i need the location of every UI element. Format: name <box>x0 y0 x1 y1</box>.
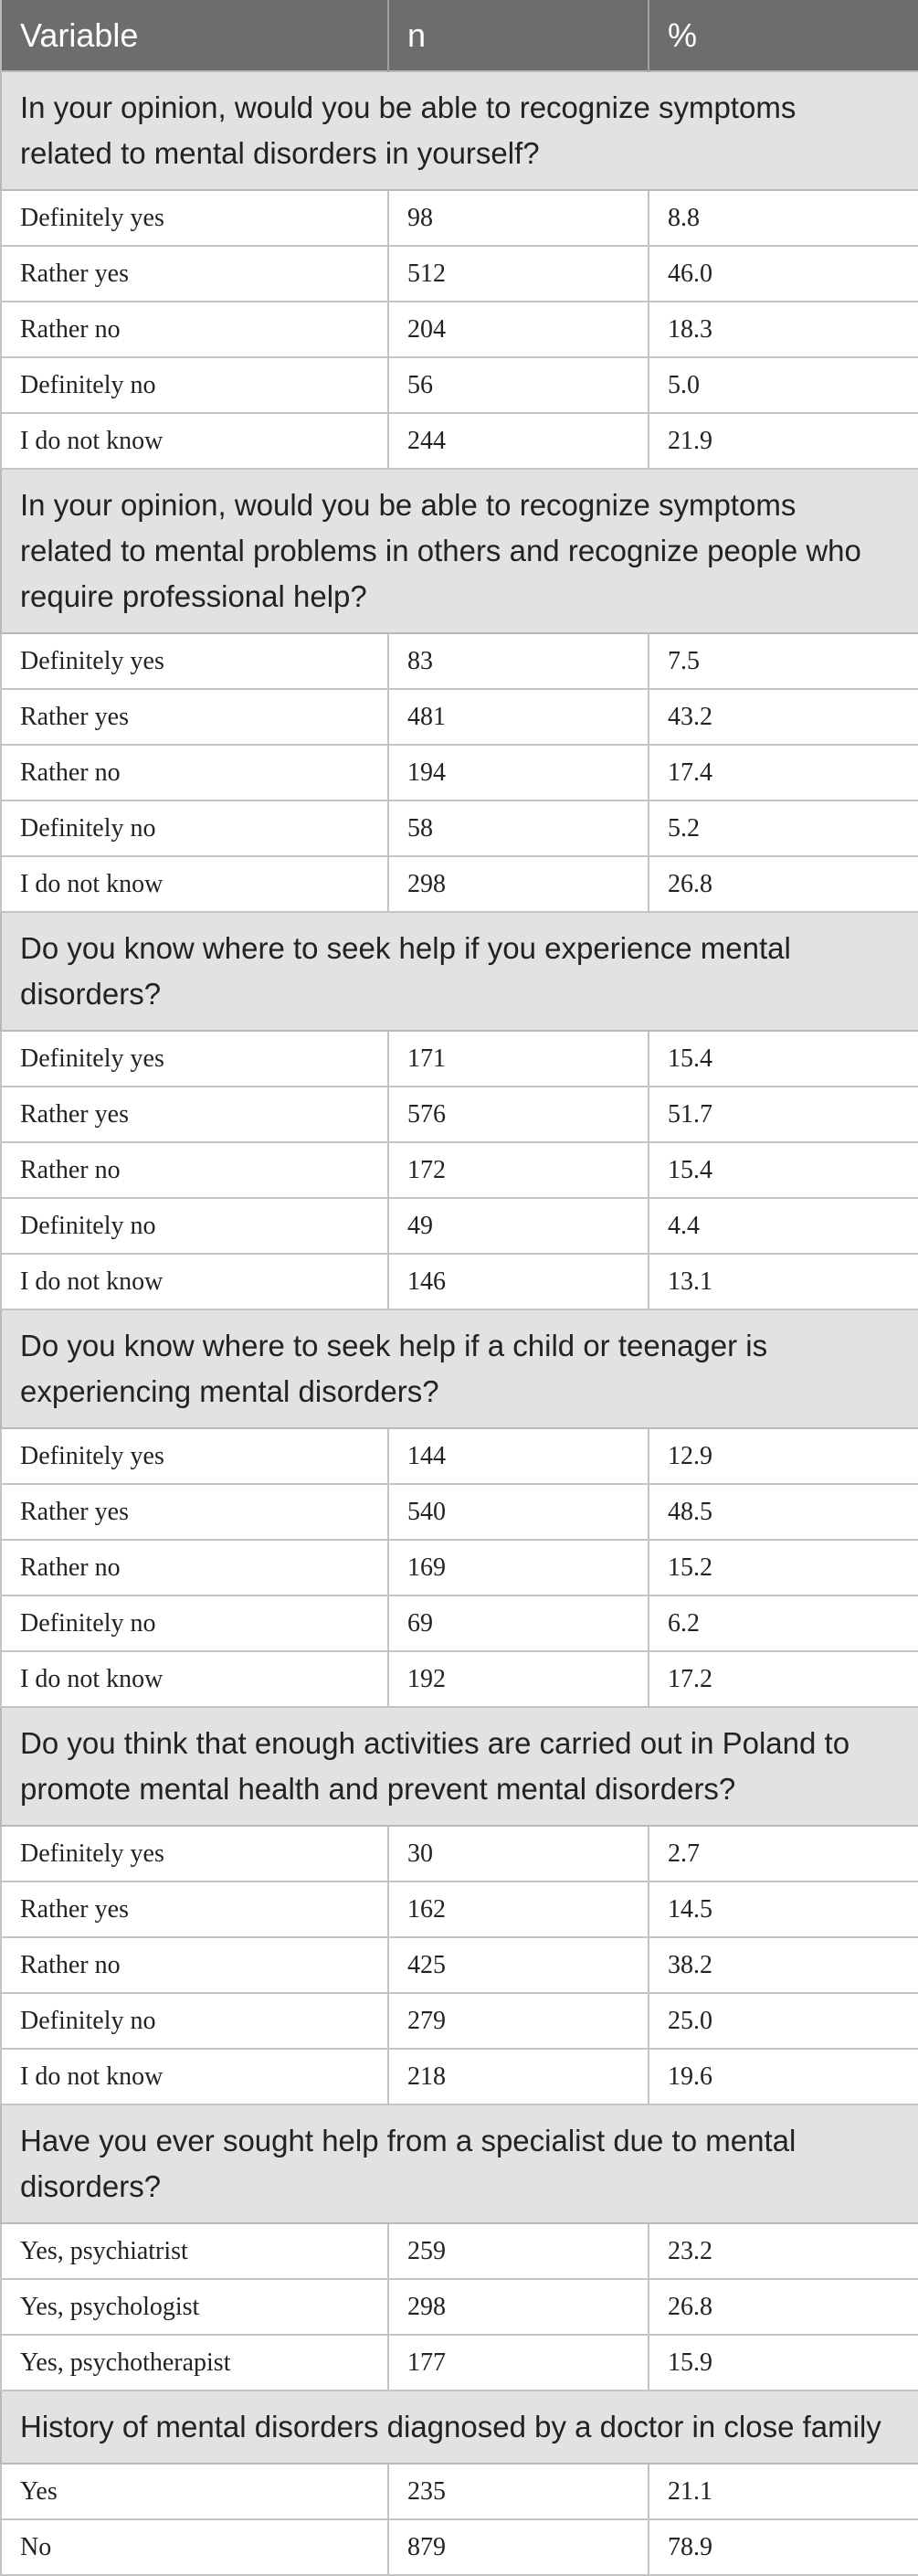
row-count: 49 <box>388 1198 649 1254</box>
table-row <box>1 2519 918 2575</box>
row-percent: 6.2 <box>649 1595 918 1651</box>
row-count: 144 <box>388 1428 649 1484</box>
row-label: I do not know <box>1 2049 388 2104</box>
section-title: Do you think that enough activities are carried out in Poland to promote mental health and prevent mental disorders? <box>1 1707 918 1826</box>
row-percent: 4.4 <box>649 1198 918 1254</box>
section-title: History of mental disorders diagnosed by a doctor in close family <box>1 2390 918 2464</box>
row-label: Definitely yes <box>1 1826 388 1882</box>
row-percent: 19.6 <box>649 2049 918 2104</box>
section-header-row <box>1 912 918 1031</box>
row-count: 576 <box>388 1087 649 1142</box>
table-row <box>1 2049 918 2104</box>
row-label: Yes, psychotherapist <box>1 2335 388 2390</box>
table-row <box>1 246 918 302</box>
row-label: Yes, psychiatrist <box>1 2223 388 2279</box>
row-label: Rather yes <box>1 689 388 745</box>
row-label: Definitely no <box>1 1595 388 1651</box>
row-percent: 13.1 <box>649 1254 918 1309</box>
row-percent: 25.0 <box>649 1993 918 2049</box>
row-label: Definitely no <box>1 1993 388 2049</box>
row-percent: 7.5 <box>649 633 918 689</box>
row-label: Definitely no <box>1 1198 388 1254</box>
section-header-row <box>1 2390 918 2464</box>
section-title: In your opinion, would you be able to recognize symptoms related to mental disorders in yourself? <box>1 71 918 190</box>
row-count: 425 <box>388 1937 649 1993</box>
section-title: Do you know where to seek help if a child or teenager is experiencing mental disorders? <box>1 1309 918 1428</box>
row-count: 298 <box>388 856 649 912</box>
table-row <box>1 1254 918 1309</box>
row-label: Rather yes <box>1 246 388 302</box>
row-label: Yes <box>1 2464 388 2519</box>
table-row <box>1 745 918 800</box>
row-count: 194 <box>388 745 649 800</box>
row-label: Rather no <box>1 1937 388 1993</box>
header-percent: % <box>649 0 918 71</box>
table-row <box>1 1428 918 1484</box>
row-label: No <box>1 2519 388 2575</box>
row-percent: 5.2 <box>649 800 918 856</box>
table-row <box>1 1087 918 1142</box>
row-percent: 43.2 <box>649 689 918 745</box>
table-row <box>1 1540 918 1595</box>
row-percent: 14.5 <box>649 1882 918 1937</box>
row-percent: 51.7 <box>649 1087 918 1142</box>
row-percent: 15.9 <box>649 2335 918 2390</box>
row-count: 218 <box>388 2049 649 2104</box>
row-percent: 15.4 <box>649 1142 918 1198</box>
row-label: Definitely yes <box>1 633 388 689</box>
row-label: Definitely yes <box>1 1031 388 1087</box>
header-row <box>1 0 918 71</box>
table-row <box>1 1595 918 1651</box>
row-label: Rather no <box>1 1142 388 1198</box>
table-row <box>1 1937 918 1993</box>
row-count: 235 <box>388 2464 649 2519</box>
row-count: 58 <box>388 800 649 856</box>
row-label: Definitely no <box>1 800 388 856</box>
row-percent: 78.9 <box>649 2519 918 2575</box>
table-row <box>1 2335 918 2390</box>
row-label: Rather yes <box>1 1484 388 1540</box>
row-label: I do not know <box>1 1651 388 1707</box>
table-row <box>1 856 918 912</box>
row-count: 171 <box>388 1031 649 1087</box>
table-header <box>1 0 918 71</box>
row-label: Rather no <box>1 302 388 357</box>
row-percent: 21.1 <box>649 2464 918 2519</box>
table-row <box>1 633 918 689</box>
row-percent: 18.3 <box>649 302 918 357</box>
row-count: 56 <box>388 357 649 413</box>
row-label: Rather yes <box>1 1087 388 1142</box>
row-count: 481 <box>388 689 649 745</box>
row-label: Rather no <box>1 745 388 800</box>
row-count: 192 <box>388 1651 649 1707</box>
section-header-row <box>1 71 918 190</box>
table-row <box>1 2223 918 2279</box>
row-count: 512 <box>388 246 649 302</box>
table-row <box>1 413 918 469</box>
table-body <box>1 71 918 2575</box>
row-count: 30 <box>388 1826 649 1882</box>
table-row <box>1 1826 918 1882</box>
section-header-row <box>1 469 918 633</box>
row-count: 279 <box>388 1993 649 2049</box>
row-label: Yes, psychologist <box>1 2279 388 2335</box>
table-row <box>1 190 918 246</box>
row-count: 879 <box>388 2519 649 2575</box>
row-label: I do not know <box>1 413 388 469</box>
section-title: Do you know where to seek help if you experience mental disorders? <box>1 912 918 1031</box>
row-percent: 17.4 <box>649 745 918 800</box>
table-row <box>1 302 918 357</box>
row-count: 204 <box>388 302 649 357</box>
header-n: n <box>388 0 649 71</box>
table-row <box>1 357 918 413</box>
row-count: 298 <box>388 2279 649 2335</box>
section-title: Have you ever sought help from a specialist due to mental disorders? <box>1 2104 918 2223</box>
table-row <box>1 1882 918 1937</box>
row-count: 169 <box>388 1540 649 1595</box>
row-label: Definitely yes <box>1 1428 388 1484</box>
header-variable: Variable <box>1 0 388 71</box>
row-percent: 5.0 <box>649 357 918 413</box>
row-percent: 26.8 <box>649 2279 918 2335</box>
row-count: 98 <box>388 190 649 246</box>
row-count: 146 <box>388 1254 649 1309</box>
row-count: 540 <box>388 1484 649 1540</box>
row-percent: 12.9 <box>649 1428 918 1484</box>
section-header-row <box>1 1707 918 1826</box>
row-count: 69 <box>388 1595 649 1651</box>
row-count: 172 <box>388 1142 649 1198</box>
table-row <box>1 1142 918 1198</box>
table-row <box>1 1031 918 1087</box>
row-percent: 2.7 <box>649 1826 918 1882</box>
row-label: Definitely no <box>1 357 388 413</box>
row-percent: 8.8 <box>649 190 918 246</box>
row-count: 83 <box>388 633 649 689</box>
table-row <box>1 800 918 856</box>
row-percent: 26.8 <box>649 856 918 912</box>
row-label: I do not know <box>1 856 388 912</box>
row-percent: 15.4 <box>649 1031 918 1087</box>
section-title: In your opinion, would you be able to recognize symptoms related to mental problems in others and recognize people who require professional help? <box>1 469 918 633</box>
row-percent: 46.0 <box>649 246 918 302</box>
row-percent: 23.2 <box>649 2223 918 2279</box>
row-label: Rather no <box>1 1540 388 1595</box>
section-header-row <box>1 1309 918 1428</box>
table-row <box>1 1484 918 1540</box>
row-percent: 48.5 <box>649 1484 918 1540</box>
row-percent: 38.2 <box>649 1937 918 1993</box>
row-percent: 17.2 <box>649 1651 918 1707</box>
row-percent: 15.2 <box>649 1540 918 1595</box>
row-label: Rather yes <box>1 1882 388 1937</box>
row-count: 162 <box>388 1882 649 1937</box>
table-row <box>1 1651 918 1707</box>
row-label: I do not know <box>1 1254 388 1309</box>
row-count: 177 <box>388 2335 649 2390</box>
row-label: Definitely yes <box>1 190 388 246</box>
table-row <box>1 2464 918 2519</box>
row-count: 244 <box>388 413 649 469</box>
row-percent: 21.9 <box>649 413 918 469</box>
section-header-row <box>1 2104 918 2223</box>
table-row <box>1 1993 918 2049</box>
row-count: 259 <box>388 2223 649 2279</box>
table-row <box>1 2279 918 2335</box>
table-row <box>1 1198 918 1254</box>
table-row <box>1 689 918 745</box>
